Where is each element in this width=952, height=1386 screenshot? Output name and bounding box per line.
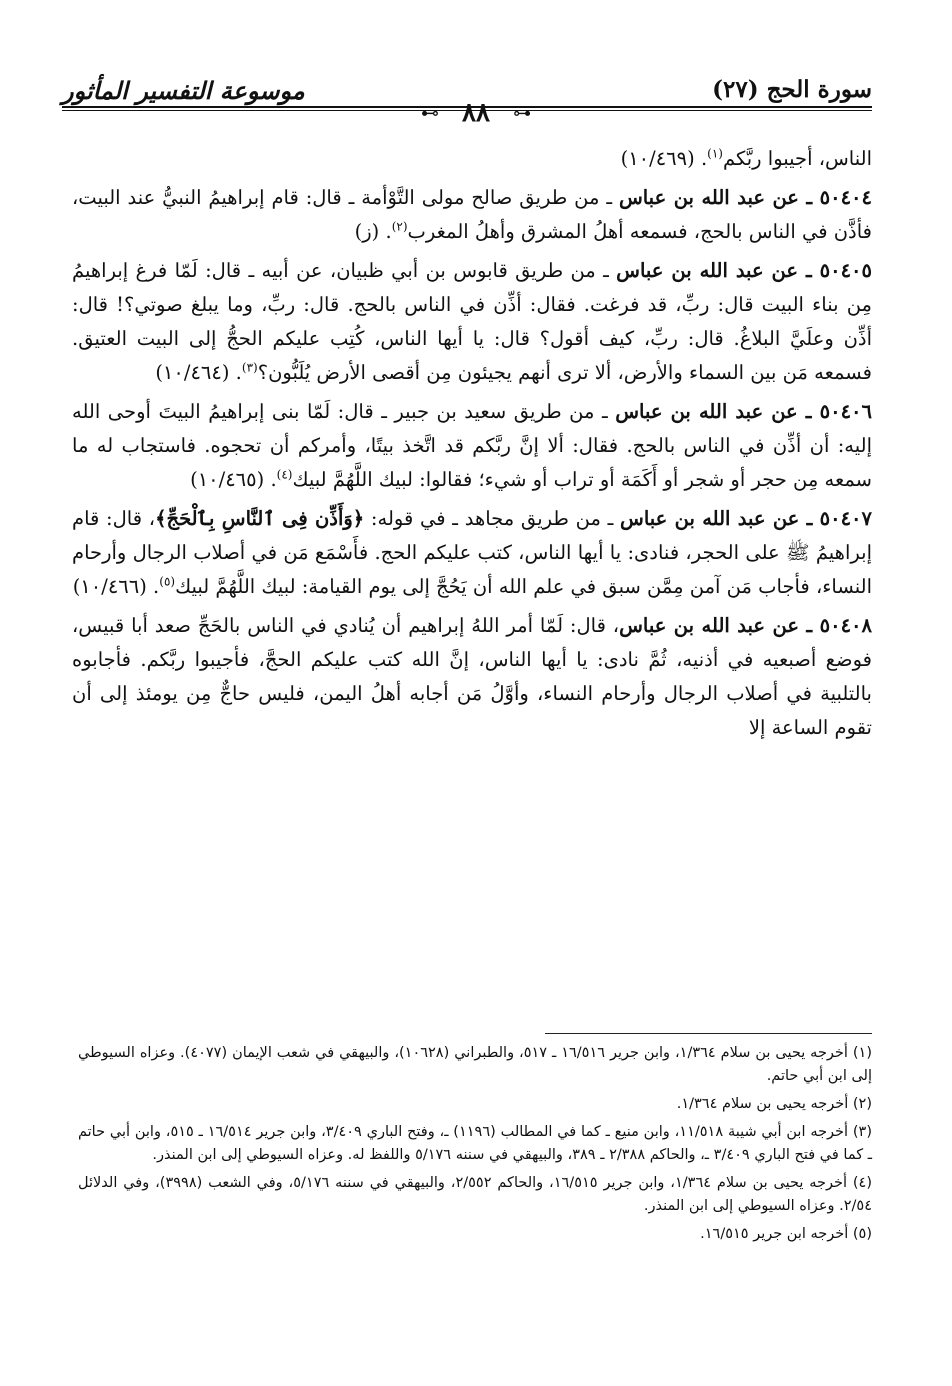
entry-text: ـ من طريق قابوس بن أبي ظبيان، عن أبيه ـ قال: لَمّا فرغ إبراهيمُ مِن بناء البيت قال: ربِّ، قد فرغت. فقال: أذِّن في الناس بالحج. قال: ربِّ، وما يبلغ صوتي؟! قال: أذِّن وعلَيَّ البلاغُ. قال: ربِّ، كيف أقول؟ قال: يا أيها الناس، كُتِب عليكم الحجُّ إلى البيت العتيق. فسمعه مَن بين السماء والأرض، ألا ترى أنهم يجيئون مِن أقصى الأرض يُلَبُّون؟ xyxy=(72,259,872,384)
ornament-right-icon: ⊶ xyxy=(513,102,532,124)
surah-label: سورة الحج (٢٧) xyxy=(712,76,872,103)
entry-text: ـ من طريق صالح مولى التَّوْأمة ـ قال: قام إبراهيمُ النبيُّ عند البيت، فأذَّن في الناس بالحج، فسمعه أهلُ المشرق وأهلُ المغرب xyxy=(72,186,872,243)
entry-ref: . (١٠/٤٦٦) xyxy=(72,575,160,598)
quran-quote: ﴿وَأَذِّن فِى ٱلنَّاسِ بِٱلْحَجِّ﴾ xyxy=(155,507,365,530)
entry-50407 xyxy=(72,501,872,606)
entry-50406 xyxy=(72,394,872,499)
footnote-separator xyxy=(545,1033,872,1034)
footnote-ref: (٥) xyxy=(159,574,176,589)
entry-text: ، قال: قام إبراهيمُ ﷺ على الحجر، فنادى: يا أيها الناس، كتب عليكم الحج. فأَسْمَع مَن في أصلاب الرجال وأرحام النساء، فأجاب مَن آمن مِمَّن سبق في علم الله أن يَحُجَّ إلى يوم القيامة: لبيك اللَّهُمَّ لبيك xyxy=(72,507,872,598)
footnote-2: (٢) أخرجه يحيى بن سلام ١/٣٦٤. xyxy=(676,1096,872,1112)
entry-continuation xyxy=(72,142,872,178)
entry-number: ٥٠٤٠٨ ـ عن xyxy=(765,614,872,637)
footnote-3: (٣) أخرجه ابن أبي شيبة ١١/٥١٨، وابن منيع ـ كما في المطالب (١١٩٦) ـ، وفتح الباري ٣/٤٠٩، وابن جرير ١٦/٥١٤ ـ ٥١٥، وابن أبي حاتم ـ كما في فتح الباري ٣/٤٠٩ ـ، والحاكم ٢/٣٨٨ ـ ٣٨٩، والبيهقي في سننه ٥/١٧٦ واللفظ له. وعزاه السيوطي إلى ابن المنذر. xyxy=(78,1124,872,1163)
entry-ref: . (١٠/٤٦٤) xyxy=(155,361,242,384)
entry-text: الناس، أجيبوا ربَّكم xyxy=(722,147,872,170)
footnote-1: (١) أخرجه يحيى بن سلام ١/٣٦٤، وابن جرير ١٦/٥١٦ ـ ٥١٧، والطبراني (١٠٦٢٨)، والبيهقي في شعب الإيمان (٤٠٧٧). وعزاه السيوطي إلى ابن أبي حاتم. xyxy=(78,1045,872,1084)
narrator-name: عبد الله بن عباس xyxy=(620,507,766,530)
narrator-name: عبد الله بن عباس xyxy=(619,614,766,637)
narrator-name: عبد الله بن عباس xyxy=(615,400,764,423)
footnote-4: (٤) أخرجه يحيى بن سلام ١/٣٦٤، وابن جرير ١٦/٥١٥، والحاكم ٢/٥٥٢، والبيهقي في سننه ٥/١٧٦، وفي الشعب (٣٩٩٨)، وفي الدلائل ٢/٥٤. وعزاه السيوطي إلى ابن المنذر. xyxy=(78,1175,872,1214)
entry-text: ، قال: لَمّا أمر اللهُ إبراهيم أن يُنادي في الناس بالحَجِّ صعد أبا قبيس، فوضع أصبعيه في أذنيه، ثُمَّ نادى: يا أيها الناس، إنَّ الله كتب عليكم الحجَّ، فأجيبوا ربَّكم. فأجابوه بالتلبية في أصلاب الرجال وأرحام النساء، وأوَّلُ مَن أجابه أهلُ اليمن، فليس حاجٌّ مِن يومئذ إلى أن تقوم الساعة إلا xyxy=(72,614,872,739)
narrator-name: عبد الله بن عباس xyxy=(616,259,764,282)
footnote-ref: (٢) xyxy=(391,219,408,234)
footnote-5: (٥) أخرجه ابن جرير ١٦/٥١٥. xyxy=(700,1226,872,1242)
book-title: موسوعة التفسير المأثور xyxy=(62,76,305,105)
entry-50405 xyxy=(72,253,872,392)
entry-number: ٥٠٤٠٧ ـ عن xyxy=(765,507,873,530)
narrator-name: عبد الله بن عباس xyxy=(618,186,765,209)
entry-ref: . (١٠/٤٦٥) xyxy=(190,468,277,491)
entry-ref: . (١٠/٤٦٩) xyxy=(620,147,708,170)
footnote-ref: (١) xyxy=(707,146,723,161)
entry-number: ٥٠٤٠٤ ـ عن xyxy=(764,186,872,209)
entry-ref: . (ز) xyxy=(354,220,392,243)
entry-number: ٥٠٤٠٦ ـ عن xyxy=(763,400,872,423)
entry-text: ـ من طريق سعيد بن جبير ـ قال: لَمّا بنى إبراهيمُ البيتَ أوحى الله إليه: أن أذِّن في الناس بالحج. فقال: ألا إنَّ ربَّكم قد اتَّخذ بيتًا، وأمركم أن تحجوه. فاستجاب له ما سمعه مِن حجر أو شجر أو أَكَمَة أو تراب أو شيء؛ فقالوا: لبيك اللَّهُمَّ لبيك xyxy=(72,400,872,491)
entry-50404 xyxy=(72,180,872,251)
footnote-ref: (٣) xyxy=(241,360,258,375)
page-number: ٨٨ xyxy=(462,98,490,128)
entry-text: ـ من طريق مجاهد ـ في قوله: xyxy=(364,507,621,530)
main-text xyxy=(72,142,872,749)
entry-number: ٥٠٤٠٥ ـ عن xyxy=(763,259,872,282)
footnotes xyxy=(78,1042,872,1251)
ornament-left-icon: ⊷ xyxy=(420,102,439,124)
entry-50408 xyxy=(72,608,872,747)
page-number-block xyxy=(0,98,952,138)
footnote-ref: (٤) xyxy=(276,467,293,482)
